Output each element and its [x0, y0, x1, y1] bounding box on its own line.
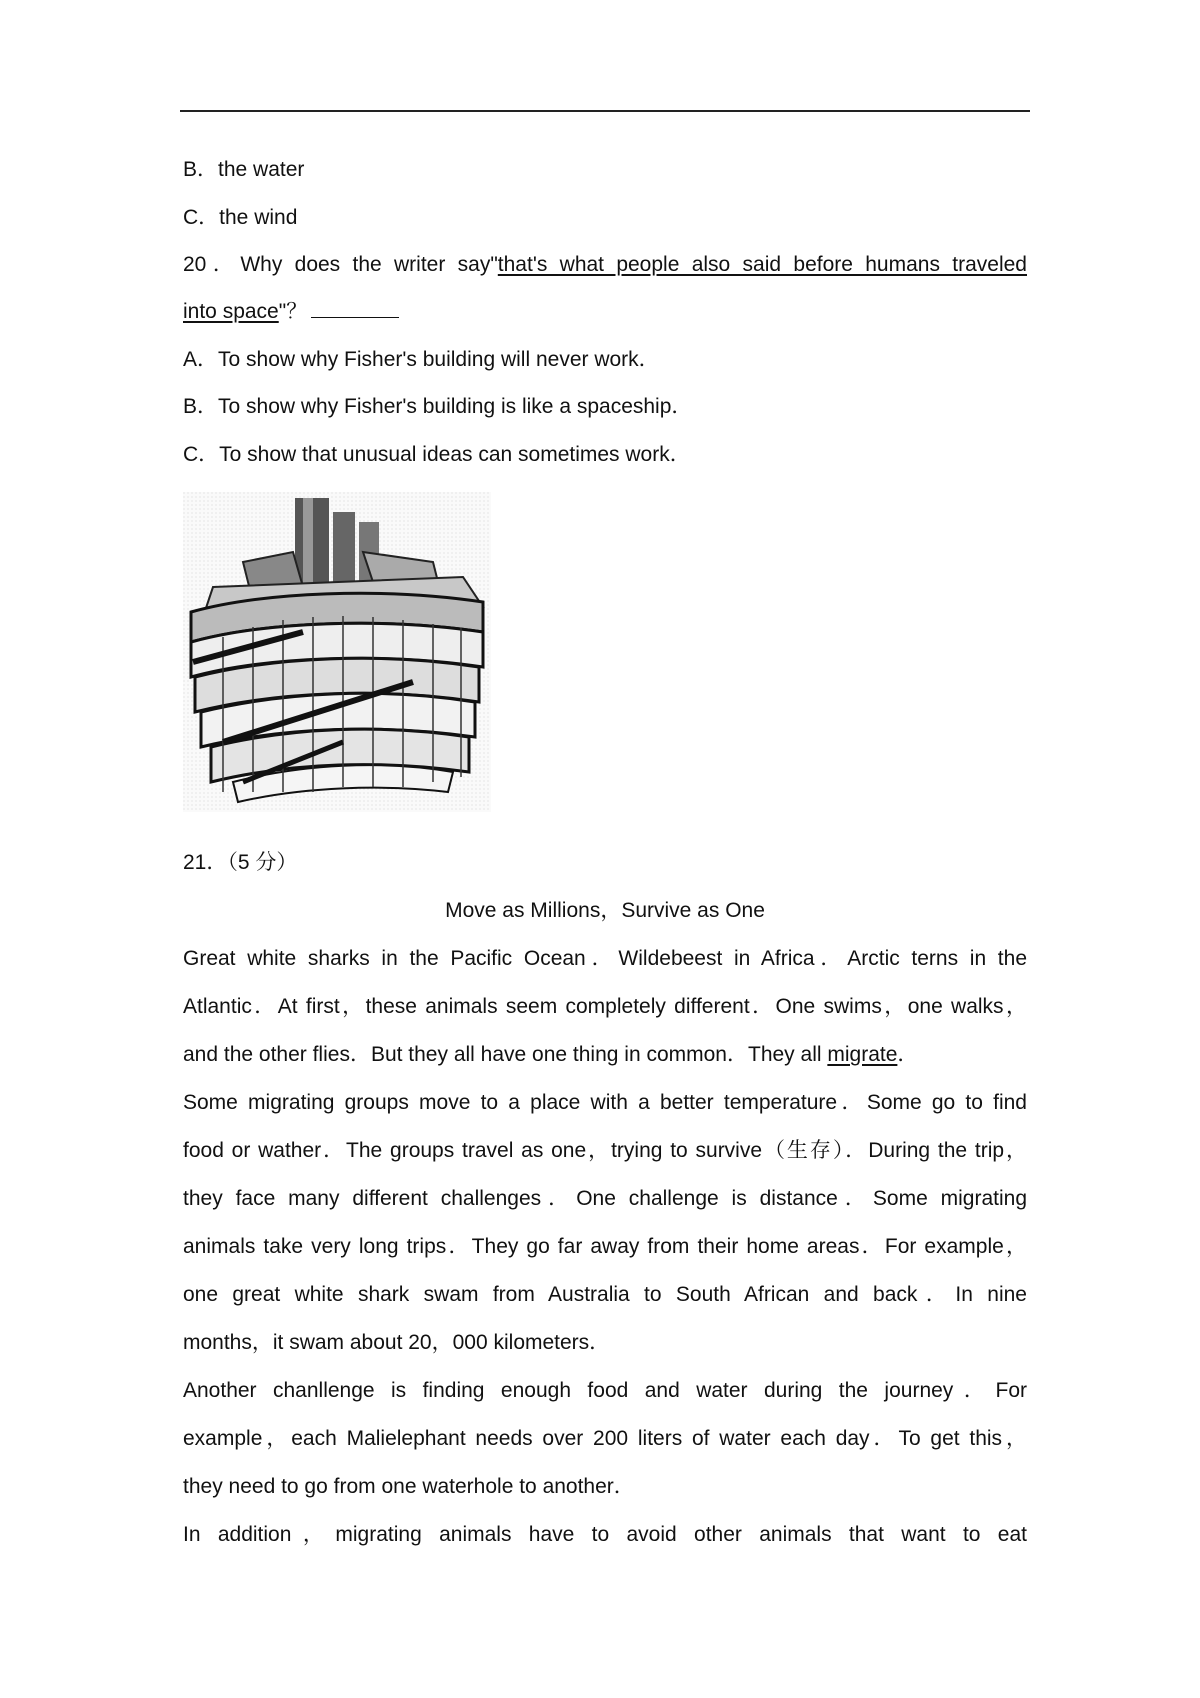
passage-line: Some migrating groups move to a place with a better temperature．Some go to find	[183, 1091, 1027, 1114]
q20-stem-prefix: 20．Why does the writer say"	[183, 253, 498, 276]
q19-option-c: C．the wind	[183, 206, 298, 229]
passage-line: Atlantic．At first，these animals seem completely different．One swims，one walks，	[183, 995, 1027, 1018]
q20-stem-line1	[183, 251, 1027, 279]
q20-stem-suffix: "？	[278, 300, 308, 323]
spiral-building-icon	[183, 492, 491, 812]
q20-quote-line2: into space	[183, 300, 279, 323]
passage-line: Another chanllenge is finding enough food and water during the journey．For	[183, 1379, 1027, 1402]
passage-line-end: ．	[897, 1043, 919, 1066]
passage-line: one great white shark swam from Australia to South African and back．In nine	[183, 1283, 1027, 1306]
passage-line: example，each Malielephant needs over 200 liters of water each day．To get this，	[183, 1427, 1027, 1450]
header-rule	[180, 110, 1030, 112]
q20-option-b: B．To show why Fisher's building is like a spaceship．	[183, 395, 693, 418]
building-illustration	[183, 492, 491, 812]
q19-option-b: B．the water	[183, 158, 305, 181]
q20-stem-line2	[183, 298, 1027, 326]
passage-line	[183, 1041, 1027, 1069]
q20-option-c: C．To show that unusual ideas can sometimes work．	[183, 443, 691, 466]
passage-title: Move as Millions，Survive as One	[445, 899, 765, 922]
passage-line-text: and the other flies．But they all have one thing in common．They all	[183, 1043, 828, 1066]
underlined-word-migrate: migrate	[827, 1043, 898, 1066]
passage-line: months，it swam about 20，000 kilometers．	[183, 1331, 611, 1354]
passage-line: food or wather．The groups travel as one，trying to survive（生存）．During the trip，	[183, 1139, 1027, 1162]
q20-option-a: A．To show why Fisher's building will never work．	[183, 348, 660, 371]
q21-number: 21．（5 分）	[183, 851, 298, 874]
passage-line: In addition，migrating animals have to avoid other animals that want to eat	[183, 1523, 1027, 1546]
passage-line: animals take very long trips．They go far away from their home areas．For example，	[183, 1235, 1027, 1258]
passage-line: they face many different challenges．One challenge is distance．Some migrating	[183, 1187, 1027, 1210]
passage-line: they need to go from one waterhole to another．	[183, 1475, 635, 1498]
q20-quote-line1: that's what people also said before humans traveled	[497, 253, 1027, 276]
answer-blank	[311, 299, 399, 318]
passage-line: Great white sharks in the Pacific Ocean．Wildebeest in Africa．Arctic terns in the	[183, 947, 1027, 970]
